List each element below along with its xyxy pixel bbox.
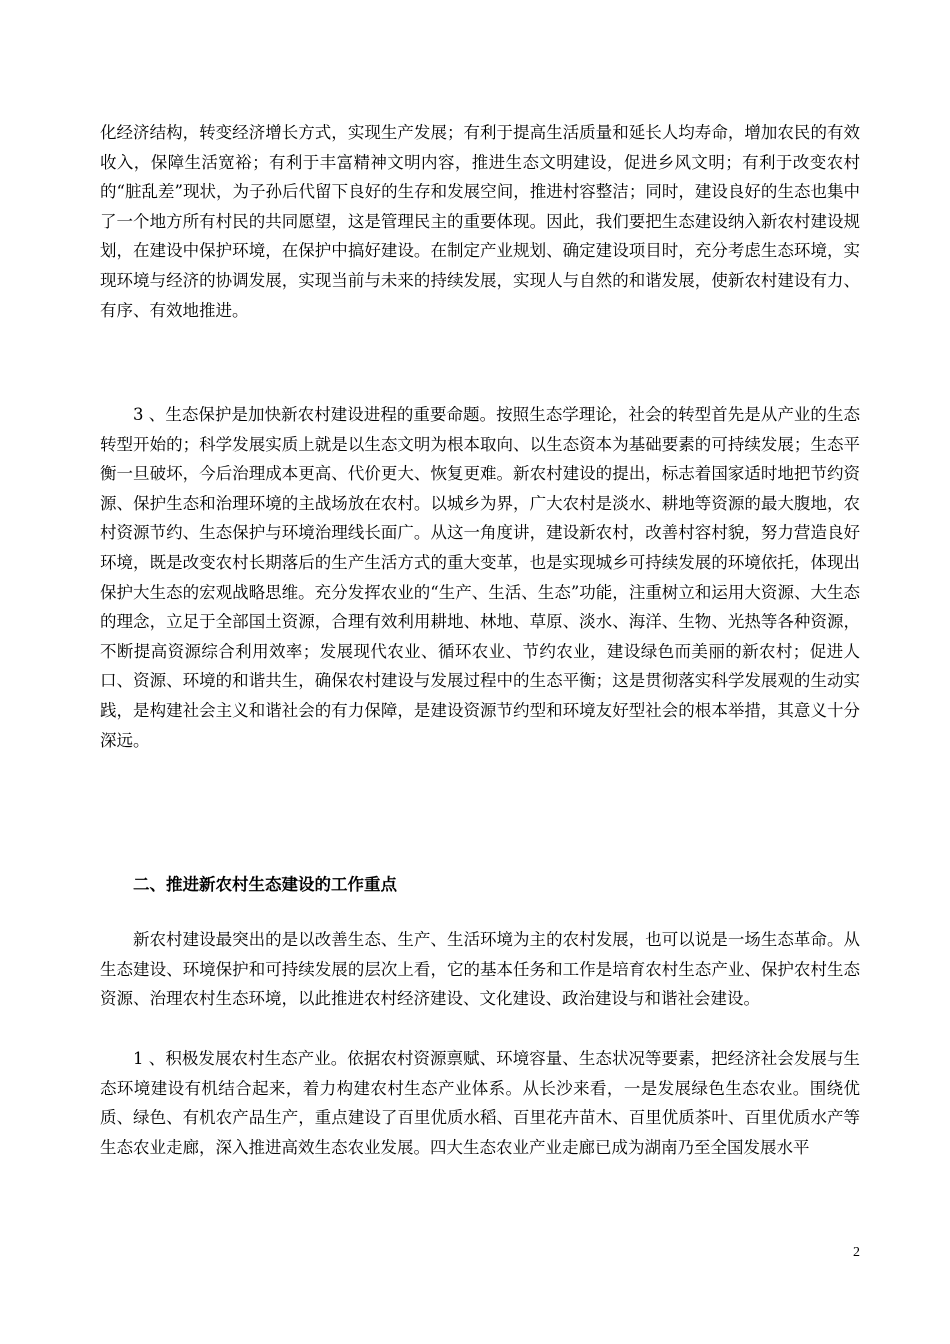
paragraph-item-1: 1 、积极发展农村生态产业。依据农村资源禀赋、环境容量、生态状况等要素，把经济社会发展与生态环境建设有机结合起来，着力构建农村生态产业体系。从长沙来看，一是发展绿色生态农业。围绕优质、绿色、有机农产品生产，重点建设了百里优质水稻、百里花卉苗木、百里优质茶叶、百里优质水产等生态农业走廊，深入推进高效生态农业发展。四大生态农业产业走廊已成为湖南乃至全国发展水平 [100, 1049, 860, 1157]
paragraph-intro: 新农村建设最突出的是以改善生态、生产、生活环境为主的农村发展，也可以说是一场生态革命。从生态建设、环境保护和可持续发展的层次上看，它的基本任务和工作是培育农村生态产业、保护农村生态资源、治理农村生态环境，以此推进农村经济建设、文化建设、政治建设与和谐社会建设。 [100, 930, 860, 1009]
page-number: 2 [853, 1245, 860, 1260]
paragraph-continuation: 化经济结构，转变经济增长方式，实现生产发展；有利于提高生活质量和延长人均寿命，增加农民的有效收入，保障生活宽裕；有利于丰富精神文明内容，推进生态文明建设，促进乡风文明；有利于改变农村的“脏乱差”现状，为子孙后代留下良好的生存和发展空间，推进村容整洁；同时，建设良好的生态也集中了一个地方所有村民的共同愿望，这是管理民主的重要体现。因此，我们要把生态建设纳入新农村建设规划，在建设中保护环境，在保护中搞好建设。在制定产业规划、确定建设项目时，充分考虑生态环境，实现环境与经济的协调发展，实现当前与未来的持续发展，实现人与自然的和谐发展，使新农村建设有力、有序、有效地推进。 [100, 123, 860, 320]
paragraph-section-3: 3 、生态保护是加快新农村建设进程的重要命题。按照生态学理论，社会的转型首先是从产业的生态转型开始的；科学发展实质上就是以生态文明为根本取向、以生态资本为基础要素的可持续发展；生态平衡一旦破坏，今后治理成本更高、代价更大、恢复更难。新农村建设的提出，标志着国家适时地把节约资源、保护生态和治理环境的主战场放在农村。以城乡为界，广大农村是淡水、耕地等资源的最大腹地，农村资源节约、生态保护与环境治理线长面广。从这一角度讲，建设新农村，改善村容村貌，努力营造良好环境，既是改变农村长期落后的生产生活方式的重大变革，也是实现城乡可持续发展的环境依托，体现出保护大生态的宏观战略思维。充分发挥农业的“生产、生活、生态”功能，注重树立和运用大资源、大生态的理念，立足于全部国土资源，合理有效利用耕地、林地、草原、淡水、海洋、生物、光热等各种资源，不断提高资源综合利用效率；发展现代农业、循环农业、节约农业，建设绿色而美丽的新农村；促进人口、资源、环境的和谐共生，确保农村建设与发展过程中的生态平衡；这是贯彻落实科学发展观的生动实践，是构建社会主义和谐社会的有力保障，是建设资源节约型和环境友好型社会的根本举措，其意义十分深远。 [100, 405, 860, 750]
section-heading: 二、推进新农村生态建设的工作重点 [133, 875, 397, 894]
